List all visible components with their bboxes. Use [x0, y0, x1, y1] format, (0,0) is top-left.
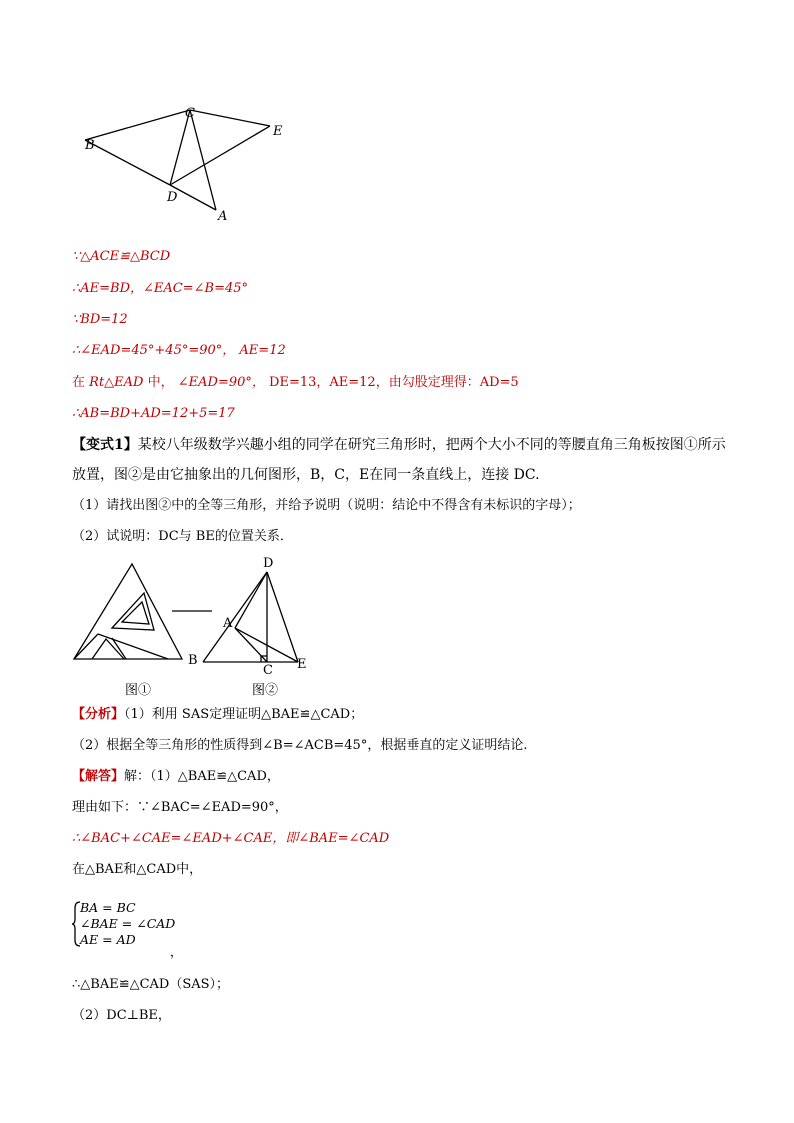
fig2-label-C: C: [263, 663, 273, 678]
analysis-line-1: [72, 706, 363, 724]
label-E: E: [273, 124, 283, 139]
answer-line-1: [72, 768, 280, 786]
solution-line-5e: DE=13，AE=12，由勾股定理得：AD=5: [269, 375, 519, 390]
solution-line-5c: 中，: [147, 375, 174, 390]
variant-line-1: [72, 436, 726, 454]
system-eq-2: ∠BAE = ∠CAD: [80, 916, 176, 931]
segment-BC: [85, 110, 190, 140]
solution-line-2: ∴AE=BD，∠EAC=∠B=45°: [72, 281, 249, 296]
label-A: A: [218, 209, 228, 224]
solution-line-3: ∵BD=12: [72, 312, 128, 327]
answer-line-6: （2）DC⊥BE，: [72, 1008, 171, 1023]
variant-tag: 【变式1】: [72, 437, 138, 453]
fig2-label-E: E: [297, 657, 307, 672]
fig2-label-A: A: [223, 616, 233, 631]
variant-question-1: （1）请找出图②中的全等三角形，并给予说明（说明：结论中不得含有未标识的字母）；: [72, 498, 581, 513]
answer-line-2: 理由如下：∵∠BAC=∠EAD=90°，: [72, 800, 288, 815]
system-comma: ，: [170, 944, 183, 959]
label-C: C: [185, 106, 195, 121]
solution-line-6: ∴AB=BD+AD=12+5=17: [72, 406, 235, 421]
variant-question-2: （2）试说明：DC与 BE的位置关系．: [72, 529, 293, 544]
variant-line-2: 放置，图②是由它抽象出的几何图形，B，C，E在同一条直线上，连接 DC.: [72, 467, 540, 483]
segment-DE: [170, 126, 270, 185]
system-eq-1: BA = BC: [80, 900, 136, 915]
small-triangle-side-2: [98, 634, 168, 659]
label-D: D: [167, 190, 178, 205]
solution-line-5b: Rt△EAD: [89, 375, 144, 390]
analysis-tag: 【分析】: [72, 707, 125, 722]
segment-AC: [235, 628, 267, 662]
system-eq-3: AE = AD: [80, 932, 136, 947]
variant-text-1: 某校八年级数学兴趣小组的同学在研究三角形时，把两个大小不同的等腰直角三角板按图①所示: [137, 437, 726, 453]
answer-line-3: ∴∠BAC+∠CAE=∠EAD+∠CAE，即∠BAE=∠CAD: [72, 831, 390, 846]
answer-tag: 【解答】: [72, 769, 125, 784]
label-B: B: [85, 138, 95, 153]
segment-CE: [190, 110, 270, 126]
solution-line-4b: AE=12: [239, 343, 286, 358]
solution-line-1: ∵△ACE≌△BCD: [72, 249, 171, 264]
fig2-label-B: B: [188, 653, 198, 668]
solution-line-5d: ∠EAD=90°，: [177, 375, 265, 390]
figure-caption-right: 图②: [252, 683, 279, 698]
fig2-label-D: D: [263, 556, 274, 571]
answer-line-4: 在△BAE和△CAD中，: [72, 862, 203, 877]
segment-BD: [85, 140, 170, 185]
figure-caption-left: 图①: [125, 683, 152, 698]
solution-line-5: [72, 374, 519, 392]
analysis-text-1: （1）利用 SAS定理证明△BAE≌△CAD；: [124, 707, 364, 722]
solution-line-4a: ∴∠EAD=45°+45°=90°，: [72, 343, 236, 358]
answer-line-5: ∴△BAE≌△CAD（SAS）；: [72, 977, 230, 992]
solution-line-5a: 在: [72, 375, 86, 390]
segment-BD: [203, 572, 267, 662]
analysis-line-2: （2）根据全等三角形的性质得到∠B=∠ACB=45°，根据垂直的定义证明结论.: [72, 738, 528, 753]
figure-2-right-diagram: [195, 560, 315, 670]
segment-CD: [170, 110, 190, 185]
answer-text-1: 解：（1）△BAE≌△CAD，: [124, 769, 280, 784]
solution-line-4: [72, 342, 286, 360]
segment-AD: [235, 572, 267, 628]
